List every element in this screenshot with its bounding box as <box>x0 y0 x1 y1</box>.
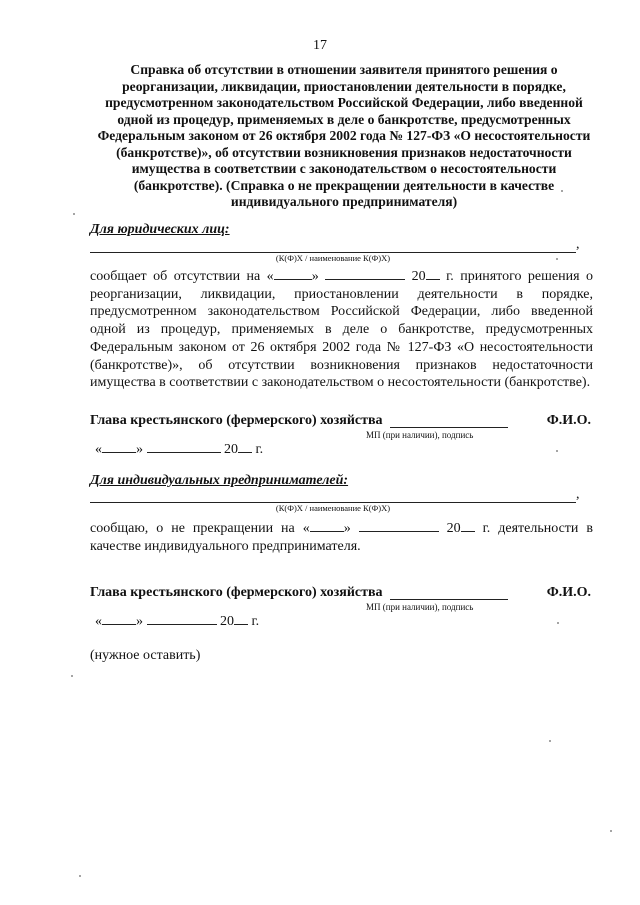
legal-text-part3: 20 <box>411 269 426 284</box>
individual-date-open: « <box>95 614 102 629</box>
legal-date-day-blank[interactable] <box>102 441 136 453</box>
legal-statement <box>90 268 593 392</box>
individual-date-day-blank[interactable] <box>102 613 136 625</box>
legal-date-close: » <box>136 442 143 457</box>
legal-signature-row <box>90 413 593 431</box>
individual-date-month-blank[interactable] <box>147 613 217 625</box>
individual-day-blank[interactable] <box>310 520 344 532</box>
individual-date-year-blank[interactable] <box>234 613 248 625</box>
individual-entrepreneurs-heading: Для индивидуальных предпринимателей: <box>90 473 349 488</box>
legal-signature-line[interactable] <box>390 427 508 428</box>
legal-text-part4: г. принятого решения о реорганизации, ликвидации, приостановлении деятельности в порядке, предусмотренном законодательством Российской Федерации, либо введенной одной из процедур, применяемых в деле о банкротстве, предусмотренных Федеральным законом от 26 октября 2002 года № 127-ФЗ «О несостоятельности (банкротстве)», об отсутствии возникновения признаков недостаточности имущества в соответствии с законодательством о несостоятельности (банкротстве). <box>90 269 594 391</box>
individual-statement <box>90 520 593 555</box>
individual-month-blank[interactable] <box>359 520 439 532</box>
legal-date-month-blank[interactable] <box>147 441 221 453</box>
individual-text-part1: сообщаю, о не прекращении на « <box>90 521 310 536</box>
individual-sign-fio: Ф.И.О. <box>546 585 591 600</box>
legal-date-year: 20 <box>224 442 238 457</box>
individual-date-year: 20 <box>220 614 234 629</box>
legal-sign-caption: МП (при наличии), подпись <box>366 430 474 440</box>
legal-entity-comma: , <box>576 237 580 252</box>
note-text: (нужное оставить) <box>90 648 201 663</box>
individual-text-part4: г. деятельности в качестве индивидуального предпринимателя. <box>90 521 593 554</box>
individual-date-suffix: г. <box>251 614 260 629</box>
legal-sign-label: Глава крестьянского (фермерского) хозяйства <box>90 413 383 428</box>
legal-date-suffix: г. <box>255 442 264 457</box>
legal-date-row <box>95 441 263 458</box>
individual-entity-caption: (К(Ф)Х / наименование К(Ф)Х) <box>275 503 391 513</box>
individual-signature-line[interactable] <box>390 599 508 600</box>
individual-signature-row <box>90 585 593 603</box>
scan-speck <box>549 740 551 742</box>
document-title: Справка об отсутствии в отношении заявителя принятого решения о реорганизации, ликвидации, приостановлении деятельности в порядке, предусмотренном законодательством Российской Федерации, либо введенной одной из процедур, применяемых в деле о банкротстве, предусмотренных Федеральным законом от 26 октября 2002 года № 127-ФЗ «О несостоятельности (банкротстве)», об отсутствии возникновения признаков недостаточности имущества в соответствии с законодательством о несостоятельности (банкротстве). (Справка о не прекращении деятельности в качестве индивидуального предпринимателя) <box>97 62 591 209</box>
legal-year-blank[interactable] <box>426 268 440 280</box>
legal-text-part1: сообщает об отсутствии на « <box>90 269 274 284</box>
page-number: 17 <box>313 38 327 53</box>
individual-sign-caption: МП (при наличии), подпись <box>366 602 474 612</box>
scan-speck <box>610 830 612 832</box>
legal-entity-caption: (К(Ф)Х / наименование К(Ф)Х) <box>275 253 391 263</box>
scan-speck <box>71 675 73 677</box>
individual-year-blank[interactable] <box>461 520 475 532</box>
individual-entity-comma: , <box>576 487 580 502</box>
legal-date-open: « <box>95 442 102 457</box>
individual-text-part3: 20 <box>446 521 461 536</box>
scan-speck <box>561 190 563 192</box>
individual-date-close: » <box>136 614 143 629</box>
legal-entities-heading: Для юридических лиц: <box>90 222 230 237</box>
scan-speck <box>79 875 81 877</box>
scan-speck <box>73 213 75 215</box>
scan-speck <box>557 622 559 624</box>
legal-date-year-blank[interactable] <box>238 441 252 453</box>
scan-speck <box>556 450 558 452</box>
legal-sign-fio: Ф.И.О. <box>546 413 591 428</box>
legal-day-blank[interactable] <box>274 268 312 280</box>
scan-speck <box>556 258 558 260</box>
individual-sign-label: Глава крестьянского (фермерского) хозяйства <box>90 585 383 600</box>
individual-date-row <box>95 613 259 630</box>
legal-month-blank[interactable] <box>325 268 405 280</box>
legal-text-part2: » <box>311 269 319 284</box>
individual-text-part2: » <box>343 521 351 536</box>
